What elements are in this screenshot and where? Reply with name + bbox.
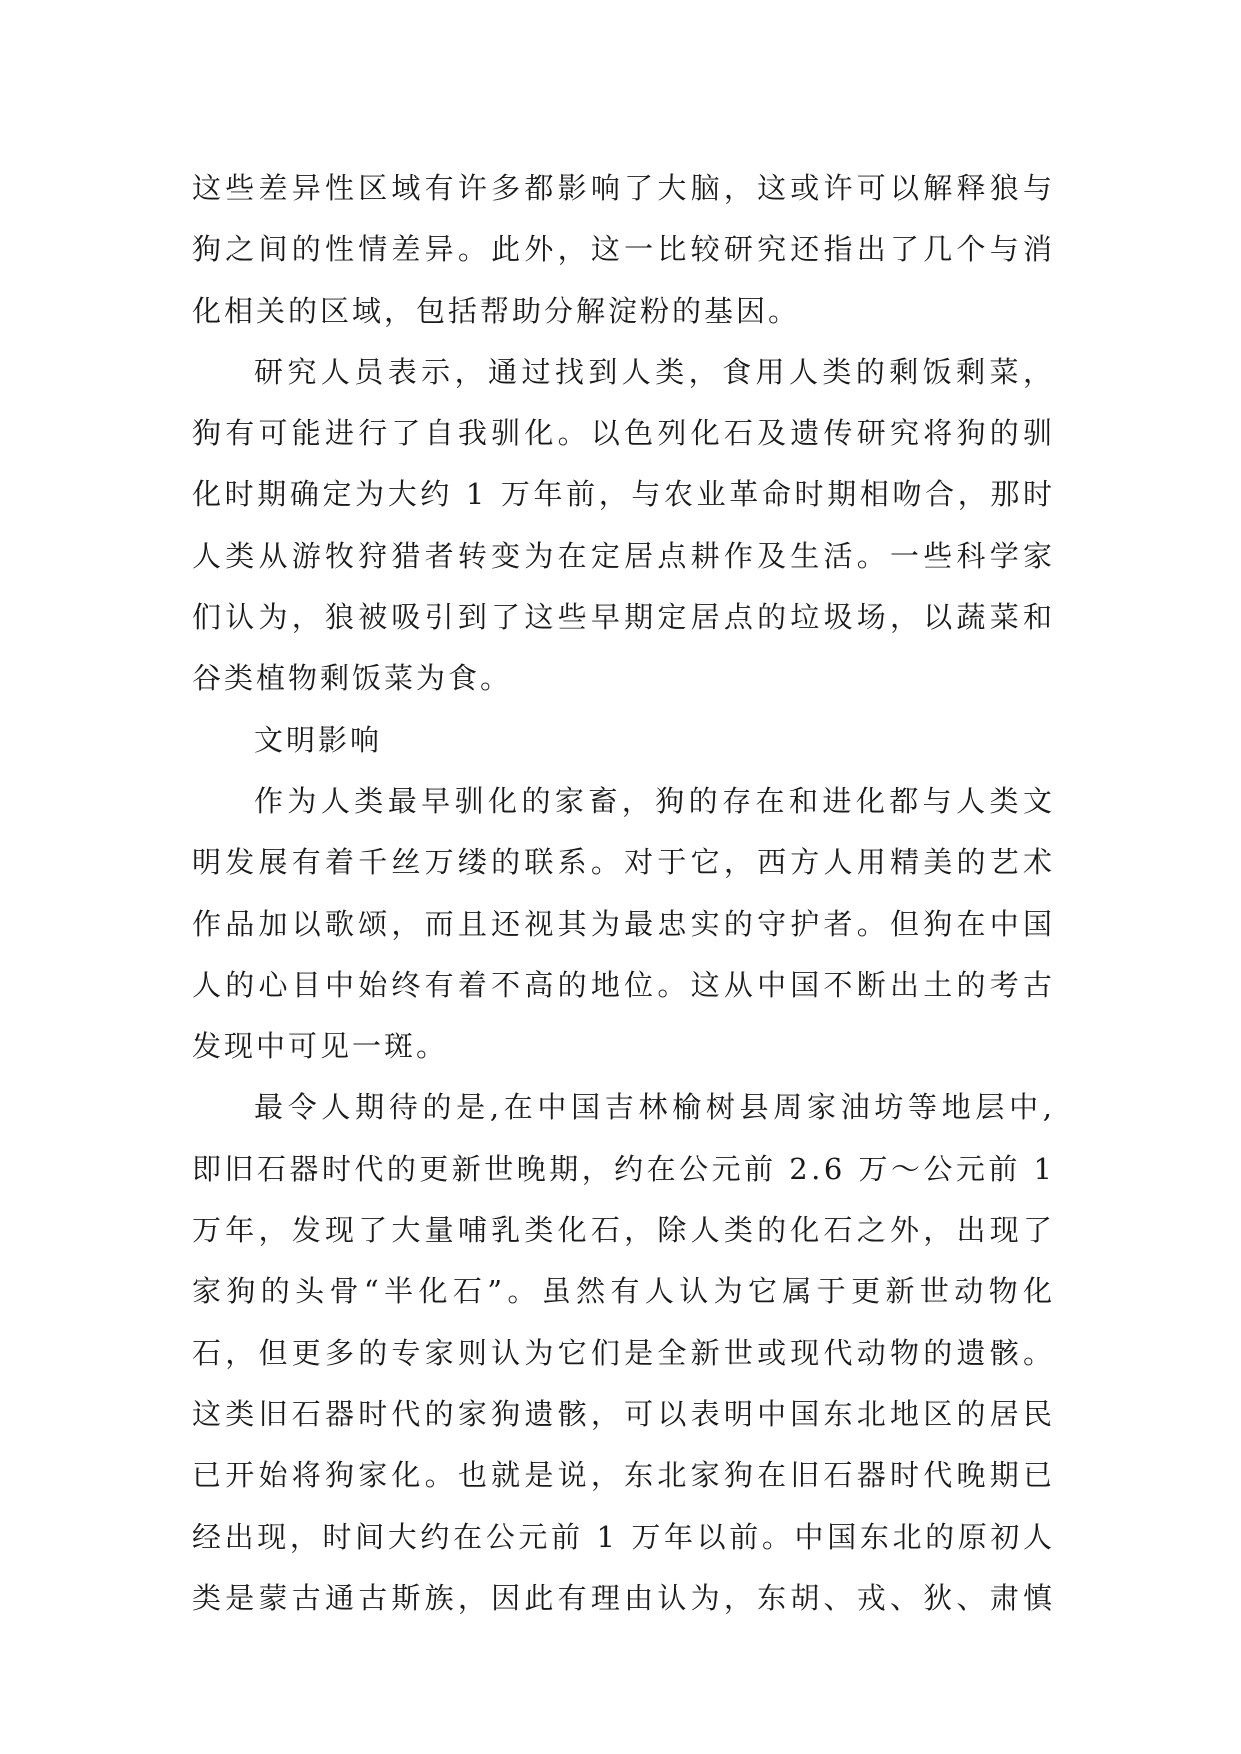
text-line: 谷类植物剩饭菜为食。 bbox=[192, 661, 513, 696]
text-line: 发现中可见一斑。 bbox=[192, 1029, 449, 1064]
text-line: 这类旧石器时代的家狗遗骸，可以表明中国东北地区的居民 bbox=[192, 1396, 1057, 1431]
text-line: 狗之间的性情差异。此外，这一比较研究还指出了几个与消 bbox=[192, 232, 1057, 267]
text-line: 石，但更多的专家则认为它们是全新世或现代动物的遗骸。 bbox=[192, 1335, 1057, 1370]
paragraph-start-line: 研究人员表示，通过找到人类，食用人类的剩饭剩菜， bbox=[254, 354, 1057, 389]
text-line: 作品加以歌颂，而且还视其为最忠实的守护者。但狗在中国 bbox=[192, 906, 1057, 941]
text-line: 化相关的区域，包括帮助分解淀粉的基因。 bbox=[192, 293, 801, 328]
text-line: 们认为，狼被吸引到了这些早期定居点的垃圾场，以蔬菜和 bbox=[192, 600, 1057, 635]
text-line: 狗有可能进行了自我驯化。以色列化石及遗传研究将狗的驯 bbox=[192, 416, 1057, 451]
text-line: 人的心目中始终有着不高的地位。这从中国不断出土的考古 bbox=[192, 967, 1057, 1002]
text-line: 经出现，时间大约在公元前 1 万年以前。中国东北的原初人 bbox=[192, 1519, 1056, 1554]
text-line: 即旧石器时代的更新世晚期，约在公元前 2.6 万～公元前 1 bbox=[192, 1151, 1056, 1186]
text-line: 家狗的头骨“半化石”。虽然有人认为它属于更新世动物化 bbox=[192, 1274, 1058, 1309]
text-line: 人类从游牧狩猎者转变为在定居点耕作及生活。一些科学家 bbox=[192, 538, 1057, 573]
text-line: 明发展有着千丝万缕的联系。对于它，西方人用精美的艺术 bbox=[192, 845, 1057, 880]
text-line: 这些差异性区域有许多都影响了大脑，这或许可以解释狼与 bbox=[192, 171, 1057, 205]
text-line: 已开始将狗家化。也就是说，东北家狗在旧石器时代晚期已 bbox=[192, 1458, 1057, 1493]
paragraph-start-line: 文明影响 bbox=[254, 722, 383, 757]
text-line: 万年，发现了大量哺乳类化石，除人类的化石之外，出现了 bbox=[192, 1213, 1057, 1248]
text-line: 化时期确定为大约 1 万年前，与农业革命时期相吻合，那时 bbox=[192, 477, 1056, 512]
paragraph-start-line: 最令人期待的是,在中国吉林榆树县周家油坊等地层中, bbox=[254, 1090, 1057, 1125]
paragraph-start-line: 作为人类最早驯化的家畜，狗的存在和进化都与人类文 bbox=[254, 783, 1057, 818]
text-line: 类是蒙古通古斯族，因此有理由认为，东胡、戎、狄、肃慎 bbox=[192, 1580, 1057, 1615]
body-text bbox=[192, 158, 1058, 1629]
